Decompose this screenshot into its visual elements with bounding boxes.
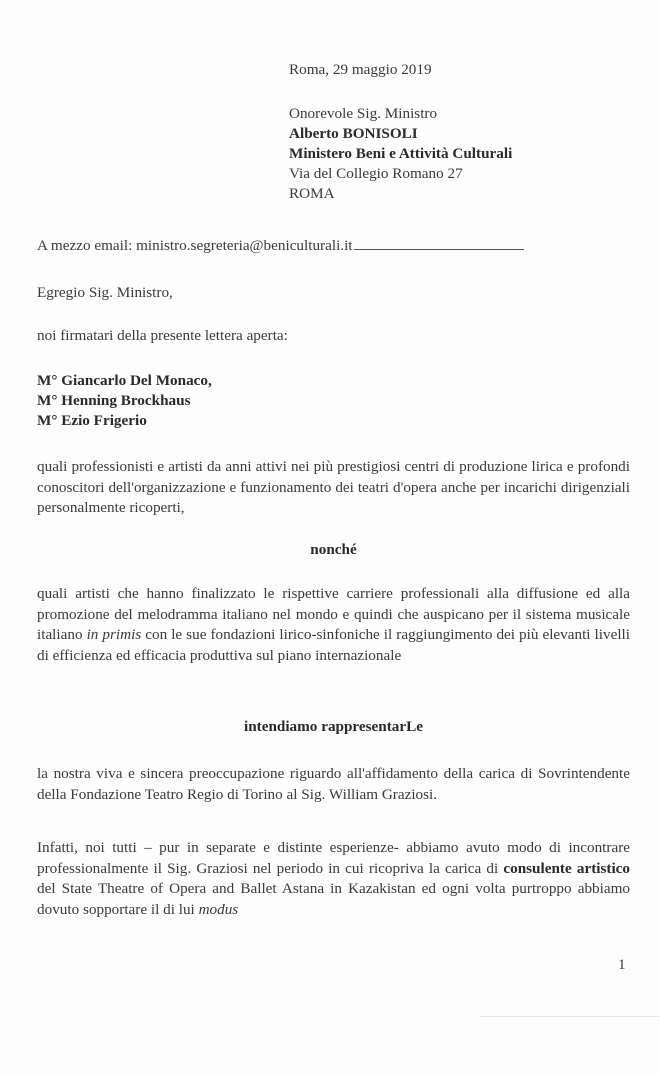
place-date: Roma, 29 maggio 2019	[289, 61, 432, 78]
paragraph-3: la nostra viva e sincera preoccupazione riguardo all'affidamento della carica di Sovrintendente della Fondazione Teatro Regio di Torino al Sig. William Graziosi.	[37, 765, 630, 803]
paragraph-4-bold: consulente artistico	[503, 859, 630, 877]
delivery-email: ministro.segreteria@beniculturali.it	[136, 237, 353, 254]
paragraph-1: quali professionisti e artisti da anni attivi nei più prestigiosi centri di produzione lirica e profondi conoscitori dell'organizzazione e funzionamento dei teatri d'opera anche per incarichi dirigenziali personalmente ricoperti,	[37, 458, 630, 516]
underline-rule	[354, 248, 524, 250]
greeting: Egregio Sig. Ministro,	[37, 284, 173, 301]
scan-artifact-rule	[480, 1016, 660, 1017]
recipient-street: Via del Collegio Romano 27	[289, 165, 463, 182]
page-number: 1	[618, 956, 626, 973]
heading-intendiamo: intendiamo rappresentarLe	[243, 718, 423, 735]
paragraph-2-italic: in primis	[86, 626, 142, 643]
recipient-name: Alberto BONISOLI	[289, 125, 418, 142]
paragraph-2-text-a: quali artisti che hanno finalizzato le rispettive carriere professionali alla diffusione ed alla promozione del melodramma italiano nel mondo e quindi che auspicano per il sistema musicale italiano	[37, 585, 630, 643]
recipient-salutation: Onorevole Sig. Ministro	[289, 105, 438, 122]
recipient-ministry: Ministero Beni e Attività Culturali	[289, 145, 513, 162]
recipient-city: ROMA	[289, 185, 335, 202]
paragraph-2	[37, 584, 630, 666]
signatory-2: M° Henning Brockhaus	[37, 392, 191, 409]
signatory-1: M° Giancarlo Del Monaco,	[37, 372, 212, 389]
paragraph-2-text-b: con le sue fondazioni lirico-sinfoniche il raggiungimento dei più elevanti livelli di efficienza ed efficacia produttiva sul piano internazionale	[37, 626, 630, 664]
heading-nonche: nonché	[310, 541, 357, 558]
paragraph-4-italic: modus	[198, 900, 239, 918]
paragraph-4-text-a: Infatti, noi tutti – pur in separate e distinte esperienze- abbiamo avuto modo di incontrare professionalmente il Sig. Graziosi nel periodo in cui ricopriva la carica di	[37, 839, 630, 877]
paragraph-4	[37, 838, 630, 920]
paragraph-4-text-b: del State Theatre of Opera and Ballet Astana in Kazakistan ed ogni volta purtroppo abbiamo dovuto sopportare il di lui	[37, 880, 630, 918]
intro-line: noi firmatari della presente lettera aperta:	[37, 327, 288, 344]
signatory-3: M° Ezio Frigerio	[37, 412, 147, 429]
delivery-label: A mezzo email:	[37, 237, 137, 254]
delivery-line	[37, 236, 524, 256]
